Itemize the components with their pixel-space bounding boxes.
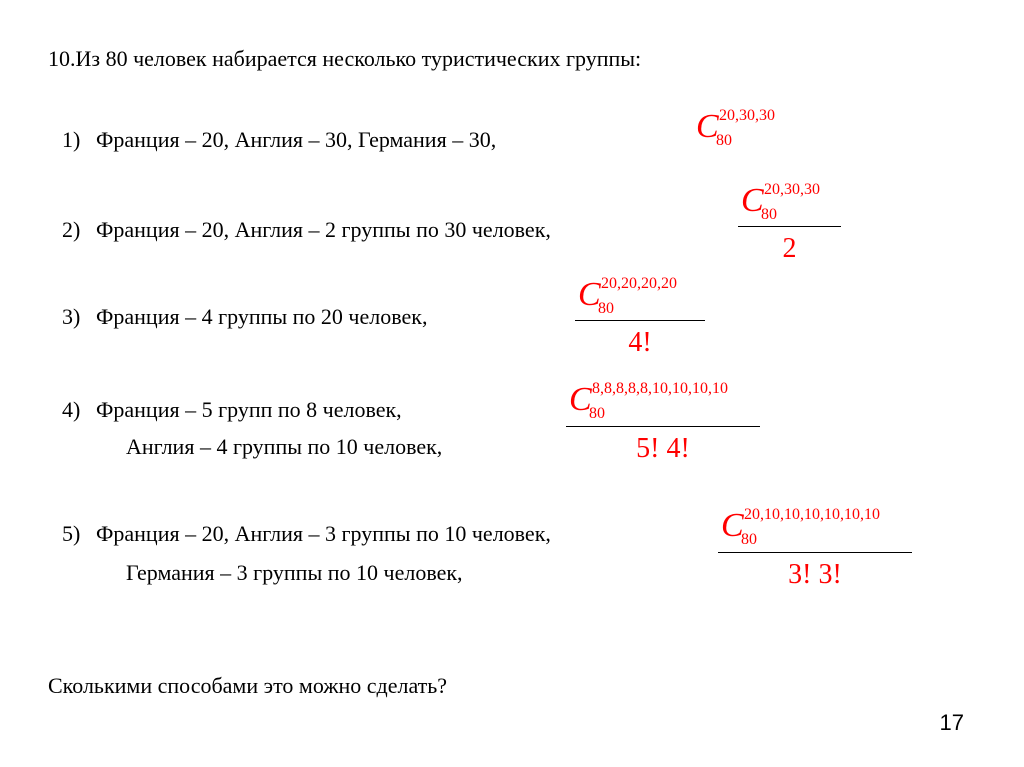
item-text: Франция – 20, Англия – 2 группы по 30 человек, <box>96 217 551 242</box>
combination-symbol: C <box>721 507 744 544</box>
formula-superscript: 20,10,10,10,10,10,10 <box>744 506 880 523</box>
formula-superscript: 8,8,8,8,8,10,10,10,10 <box>592 380 728 397</box>
formula-subscript: 80 <box>761 206 777 223</box>
item-text: Франция – 20, Англия – 3 группы по 10 человек, <box>96 521 551 546</box>
item-number: 2) <box>62 217 81 242</box>
formula-subscript: 80 <box>598 300 614 317</box>
item-text: Англия – 4 группы по 10 человек, <box>126 434 443 459</box>
formula-denominator: 3! 3! <box>788 559 842 590</box>
fraction-bar <box>566 426 760 427</box>
item-number: 4) <box>62 397 81 422</box>
item-number: 1) <box>62 127 81 152</box>
item-number: 3) <box>62 304 81 329</box>
page-number: 17 <box>939 710 964 735</box>
question-text: Сколькими способами это можно сделать? <box>48 673 448 698</box>
combination-symbol: C <box>578 276 601 313</box>
combination-symbol: C <box>696 108 719 145</box>
fraction-bar <box>718 552 912 553</box>
formula-superscript: 20,30,30 <box>764 181 820 198</box>
formula-subscript: 80 <box>741 531 757 548</box>
fraction-bar <box>575 320 705 321</box>
formula-denominator: 4! <box>628 327 652 358</box>
item-number: 5) <box>62 521 81 546</box>
fraction-bar <box>738 226 841 227</box>
item-text: Франция – 20, Англия – 30, Германия – 30, <box>96 127 497 152</box>
problem-title: 10.Из 80 человек набирается несколько туристических группы: <box>48 46 642 71</box>
formula-subscript: 80 <box>716 132 732 149</box>
combination-symbol: C <box>569 381 592 418</box>
combination-symbol: C <box>741 182 764 219</box>
formula-superscript: 20,20,20,20 <box>601 275 677 292</box>
item-text: Франция – 5 групп по 8 человек, <box>96 397 402 422</box>
item-text: Германия – 3 группы по 10 человек, <box>126 560 463 585</box>
formula-denominator: 5! 4! <box>636 433 690 464</box>
formula-denominator: 2 <box>782 233 797 264</box>
formula-superscript: 20,30,30 <box>719 107 775 124</box>
formula-subscript: 80 <box>589 405 605 422</box>
item-text: Франция – 4 группы по 20 человек, <box>96 304 428 329</box>
